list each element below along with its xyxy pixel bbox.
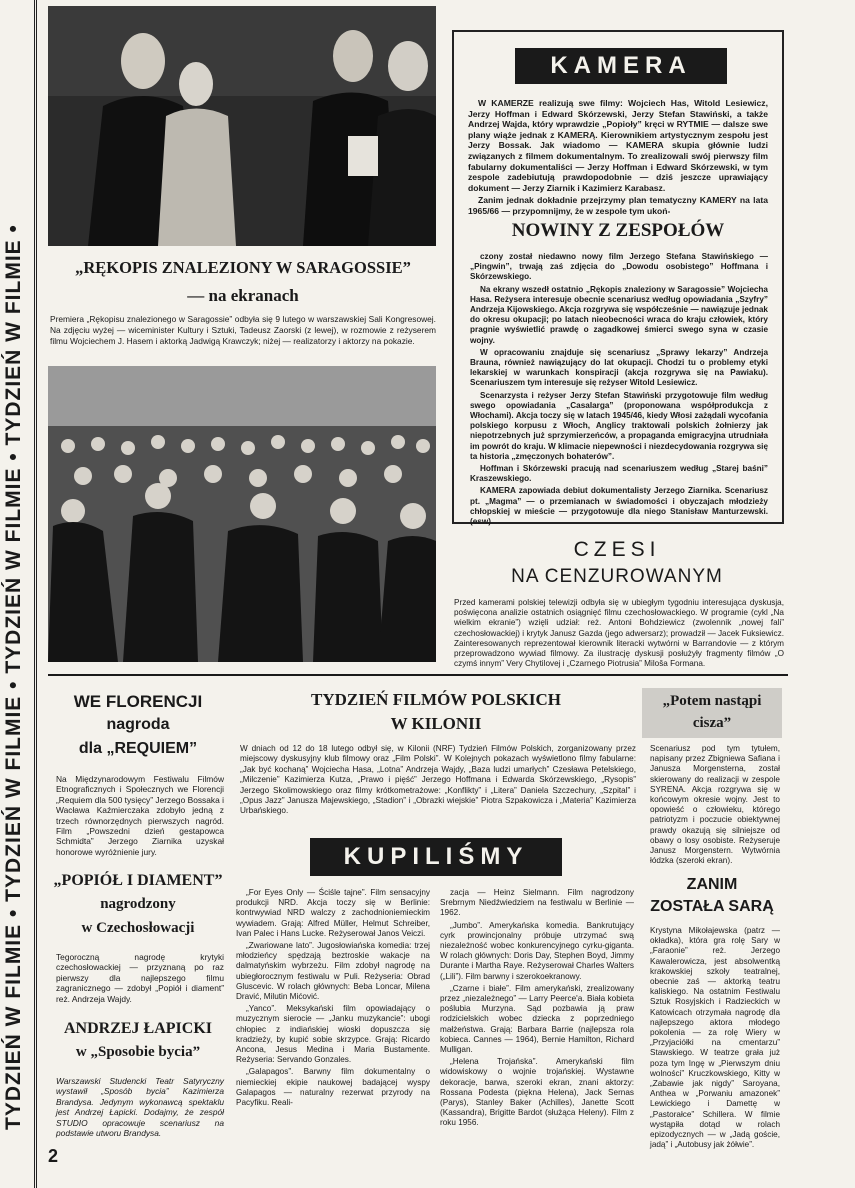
nowiny-paragraph: czony został niedawno nowy film Jerzego Stefana Stawińskiego — „Pingwin”, trwają zaś zdjęcia do „Dowodu osobistego” Hoffmana i Skórzewskiego. — [470, 252, 768, 282]
nowiny-paragraph: Na ekrany wszedł ostatnio „Rękopis znaleziony w Saragossie” Wojciecha Hasa. Reżysera interesuje obecnie scenariusz według opowiadania „Szyfry” Andrzeja Kijowskiego. Akcja rozgrywa się współcześnie — nawiązuje jednak do okresu okupacji; po latach nieobecności wraca do kraju człowiek, który pragnie wyświetlić prawdę o zagadkowej śmierci swego syna w czasie wojny. — [470, 284, 768, 345]
kilonia-subtitle: W KILONII — [390, 714, 482, 733]
sidebar — [0, 0, 37, 1188]
cisza-title: „Potem nastąpi cisza” — [642, 688, 782, 738]
kupilismy-column-2 — [440, 888, 634, 1131]
saragossa-title: „RĘKOPIS ZNALEZIONY W SARAGOSSIE” — [75, 258, 411, 277]
nowiny-title: NOWINY Z ZESPOŁÓW — [511, 220, 725, 241]
lapicki-body: Warszawski Studencki Teatr Satyryczny wystawił „Sposób bycia” Kazimierza Brandysa. Jedynym wykonawcą spektaklu jest Andrzej Łapicki. Dodajmy, że zespół STUDIO opracowuje scenariusz na podstawie utworu Brandysa. — [56, 1076, 224, 1139]
photo-premiere-conversation — [48, 6, 436, 246]
czesi-body: Przed kamerami polskiej telewizji odbyła się w ubiegłym tygodniu interesująca dyskusja, poświęcona analizie ostatnich osiągnięć filmu czechosłowackiego. W programie (cykl „Na wielkim ekranie”) wzięli udział: reż. Antoni Bohdziewicz (zwolennik „nowej fali” czechosłowackiej) i krytyk Janusz Gazda (jego adwersarz); prowadził — Jacek Fuksiewicz. Zainteresowanych reprezentował kierownik literacki wytwórni w Barrandovie — z którym przeprowadzono wywiad filmowy. Za ilustrację dyskusji posłużyły fragmenty filmów „O czymś innym” Very Chytilovej i „Czarnego Piotrusia” Miloša Formana. — [454, 598, 784, 669]
czesi-title: CZESI — [573, 538, 661, 561]
kupilismy-entry: „Jumbo”. Amerykańska komedia. Bankrutujący cyrk prowincjonalny próbuje utrzymać swą niezależność wobec konkurencyjnego cyrku-giganta. W rolach głównych: Doris Day, Stephen Boyd, Jimmy Durante i Martha Raye. Reżyserował Charles Walters („Lili”). Film barwny i szerokoekranowy. — [440, 920, 634, 981]
kupilismy-entry: „Zwariowane lato”. Jugosłowiańska komedia: trzej młodzieńcy spędzają beztroskie wakacje na dalmatyńskim wybrzeżu. Film zdobył nagrodę na ubiegłorocznym festiwalu w Puli. Reżyseria: Obrad Gluscevic. W rolach głównych: Beba Loncar, Milena Dravić, Milutin Mićović. — [236, 941, 430, 1002]
kilonia-title: TYDZIEŃ FILMÓW POLSKICH — [310, 690, 561, 709]
kupilismy-entry: „Galapagos”. Barwny film dokumentalny o niemieckiej ekipie naukowej badającej wyspy Galapagos — naturalny rezerwat przyrody na Pacyfiku. Reali- — [236, 1067, 430, 1108]
cisza-body: Scenariusz pod tym tytułem, napisany przez Zbigniewa Safiana i Janusza Morgensterna, został skierowany do realizacji w zespole SYRENA. Akcja rozgrywa się w końcowym okresie wojny. Jest to opowieść o człowieku, którego patriotyzm i poczucie obiektywnej prawdy okazują się silniejsze od obawy o losy osobiste. Reżyseruje Janusz Morgenstern. Wytwórnia łódzka (szeroki ekran). — [650, 744, 780, 866]
popiol-title: „POPIÓŁ I DIAMENT” — [53, 872, 223, 889]
florencja-subtitle-2: dla „REQUIEM” — [78, 740, 198, 757]
florencja-title: WE FLORENCJI — [73, 692, 203, 711]
nowiny-paragraph: KAMERA zapowiada debiut dokumentalisty Jerzego Ziarnika. Scenariusz pt. „Magma” — o przemianach w świadomości i obyczajach młodzieży chłopskiej w mieście — przygotowuje dla niego Stanisław Manturzewski. (esw) — [470, 486, 768, 527]
nowiny-body — [470, 252, 768, 529]
czesi-subtitle: NA CENZUROWANYM — [511, 566, 723, 587]
sara-title: ZANIM — [686, 876, 738, 893]
kupilismy-entry: „Helena Trojańska”. Amerykański film widowiskowy o wojnie trojańskiej. Wystawne dekoracje, barwa, szeroki ekran, znani aktorzy: Rossana Podesta (piękna Helena), Jack Sernas (Parys), Stanley Baker (Achilles), Janette Scott (Kassandra), Brigitte Bardot (służąca Heleny). Film z roku 1956. — [440, 1057, 634, 1128]
photo-premiere-audience — [48, 366, 436, 662]
kupilismy-column-1 — [236, 888, 430, 1110]
sidebar-label: TYDZIEŃ W FILMIE • TYDZIEŃ W FILMIE • TYDZIEŃ W FILMIE • TYDZIEŃ W FILMIE • — [2, 224, 25, 1130]
saragossa-subtitle: — na ekranach — [187, 286, 299, 305]
page-number: 2 — [48, 1146, 59, 1166]
popiol-subtitle-2: w Czechosłowacji — [81, 920, 195, 936]
popiol-subtitle: nagrodzony — [100, 896, 176, 912]
kupilismy-banner: KUPILIŚMY — [310, 838, 562, 876]
section-divider — [48, 674, 788, 676]
kamera-paragraph-2: Zanim jednak dokładnie przejrzymy plan tematyczny KAMERY na lata 1965/66 — przypomnijmy, że w zespole tym ukoń- — [468, 195, 768, 216]
saragossa-caption: Premiera „Rękopisu znalezionego w Saragossie” odbyła się 9 lutego w warszawskiej Sali Kongresowej. Na zdjęciu wyżej — wiceminister Kultury i Sztuki, Tadeusz Zaorski (z lewej), w rozmowie z reżyserem filmu Wojciechem J. Hasem i aktorką Jadwigą Krawczyk; niżej — realizatorzy i aktorzy na pokazie. — [50, 314, 436, 346]
kupilismy-entry: „Yanco”. Meksykański film opowiadający o muzycznym sierocie — „Janku muzykancie”: ubogi chłopiec z indiańskiej wioski dopuszcza się kradzieży, by kupić sobie skrzypce. Grają: Ricardo Ancona, Jesus Medina i Maria Bustamente. Reżyseria: Servando Gonzales. — [236, 1004, 430, 1065]
florencja-body: Na Międzynarodowym Festiwalu Filmów Etnograficznych i Społecznych we Florencji „Requiem dla 500 tysięcy” Jerzego Bossaka i Wacława Kaźmierczaka zdobyło jedną z trzech równorzędnych pierwszych nagród. Film „Powszedni dzień gestapowca Schmidta” Jerzego Ziarnika uzyskał honorowe wyróżnienie jury. — [56, 774, 224, 857]
nowiny-paragraph: Scenarzysta i reżyser Jerzy Stefan Stawiński przygotowuje film według swego opowiadania „Casalarga” (proponowana współprodukcja z Włochami). Akcja toczy się w latach 1945/46, kiedy Włosi zażądali wycofania polskiego korpusu z Włoch, Anglicy traktowali polskich żołnierzy jak niepotrzebnych już sprzymierzeńców, a propaganda emigracyjna utrudniała im powrót do kraju. W klimacie niepewności i niezdecydowania rozgrywa się ta historia „zmęczonych bohaterów”. — [470, 390, 768, 461]
kamera-paragraph-1: W KAMERZE realizują swe filmy: Wojciech Has, Witold Lesiewicz, Jerzy Hoffman i Edward Skórzewski, Jerzy Stefan Stawiński, a także Andrzej Wajda, który wprawdzie „Popioły” kręci w RYTMIE — dalsze swe plany wiąże jednak z KAMERĄ. Kierownikiem artystycznym zespołu jest Jerzy Bossak. Jak wiadomo — KAMERA skupia głównie ludzi związanych z filmem dokumentalnym. To zrealizowali swój pierwszy film fabularny dokumentaliści — Jerzy Hoffman i Edward Skórzewski, w tym zespole zadebiutują prawdopodobnie — dziś jeszcze uprawiający dokument — Jerzy Ziarnik i Kazimierz Karabasz. — [468, 98, 768, 193]
kamera-body — [468, 98, 768, 219]
kupilismy-entry: „Czarne i białe”. Film amerykański, zrealizowany przez „niezależnego” — Larry Peerce'a. Biała kobieta poślubia Murzyna. Sąd pozbawia ją praw rodzicielskich wobec dziecka z poprzedniego małżeństwa. Grają: Barbara Barrie (najlepsza rola kobieca. Cannes — 1964), Bernie Hamilton, Richard Mulligan. — [440, 983, 634, 1055]
florencja-subtitle: nagroda — [106, 716, 170, 733]
nowiny-paragraph: W opracowaniu znajduje się scenariusz „Sprawy lekarzy” Andrzeja Brauna, również nawiązujący do lat okupacji. Chodzi tu o problemy etyki lekarskiej w warunkach konspiracji (akcja rozgrywa się na Pawiaku). Scenariuszem tym interesuje się reżyser Witold Lesiewicz. — [470, 347, 768, 388]
kupilismy-entry: zacja — Heinz Sielmann. Film nagrodzony Srebrnym Niedźwiedziem na festiwalu w Berlinie — 1962. — [440, 888, 634, 918]
lapicki-title: ANDRZEJ ŁAPICKI — [63, 1020, 212, 1037]
kilonia-body: W dniach od 12 do 18 lutego odbył się, w Kilonii (NRF) Tydzień Filmów Polskich, zorganizowany przez miejscowy dyskusyjny klub filmowy oraz „Film Polski”. W Kolejnych pokazach wyświetlono filmy fabularne: „Jak być kochaną” Wojciecha Hasa, „Lotna” Andrzeja Wajdy, „Baza ludzi umarłych” Czesława Petelskiego, „Milczenie” Kazimierza Kutza, „Prawo i pięść” Jerzego Hoffmana i Edwarda Skórzewskiego, „Rysopis” Jerzego Skolimowskiego oraz filmy krótkometrażowe: „Konflikty” i „Litera” Daniela Szczechury, „Szpital” i „Opus Jazz” Janusza Majewskiego, „Stadion” i „Obrazki wiejskie” Piotra Szpakowicza i „Materia” Kazimierza Urbańskiego. — [240, 744, 636, 816]
kamera-banner: KAMERA — [515, 48, 727, 84]
sara-body: Krystyna Mikołajewska (patrz — okładka), która gra rolę Sary w „Faraonie” reż. Jerzego Kawalerowicza, jest absolwentką krakowskiej szkoły teatralnej, obecnie zaś — aktorką teatru kaliskiego. Na ostatnim Festiwalu Sztuk Rosyjskich i Radzieckich w Katowicach otrzymała nagrodę dla najlepszego aktora młodego pokolenia — za rolę Wiery w „Przyjaciółki na cmentarzu” Stawskiego. W teatrze grała już poza tym Ingę w „Pierwszym dniu wolności” Kruczkowskiego, Kitty w „Zabawie jak nigdy” Saroyana, Anthea w „Porwaniu amazonek” Lewickiego i Damettę w „Pastorałce” Schillera. W filmie wystąpiła dotąd w rolach epizodycznych — w „Jadą goście, jadą” i „Autobusy jak żółwie”. — [650, 926, 780, 1150]
nowiny-paragraph: Hoffman i Skórzewski pracują nad scenariuszem według „Starej baśni” Kraszewskiego. — [470, 464, 768, 484]
sara-subtitle: ZOSTAŁA SARĄ — [650, 898, 774, 915]
lapicki-subtitle: w „Sposobie bycia” — [75, 1044, 201, 1060]
popiol-body: Tegoroczną nagrodę krytyki czechosłowackiej — przyznaną po raz pierwszy dla najlepszego filmu zagranicznego — zdobył „Popiół i diament” reż. Andrzeja Wajdy. — [56, 952, 224, 1004]
kupilismy-entry: „For Eyes Only — Ściśle tajne”. Film sensacyjny produkcji NRD. Akcja toczy się w Berlinie: kontrwywiad NRD walczy z zachodnioniemieckim wywiadem. Grają: Alfred Müller, Helmut Schreiber, Ivan Palec i Hans Lucke. Reżyserował Janos Veiczi. — [236, 888, 430, 938]
